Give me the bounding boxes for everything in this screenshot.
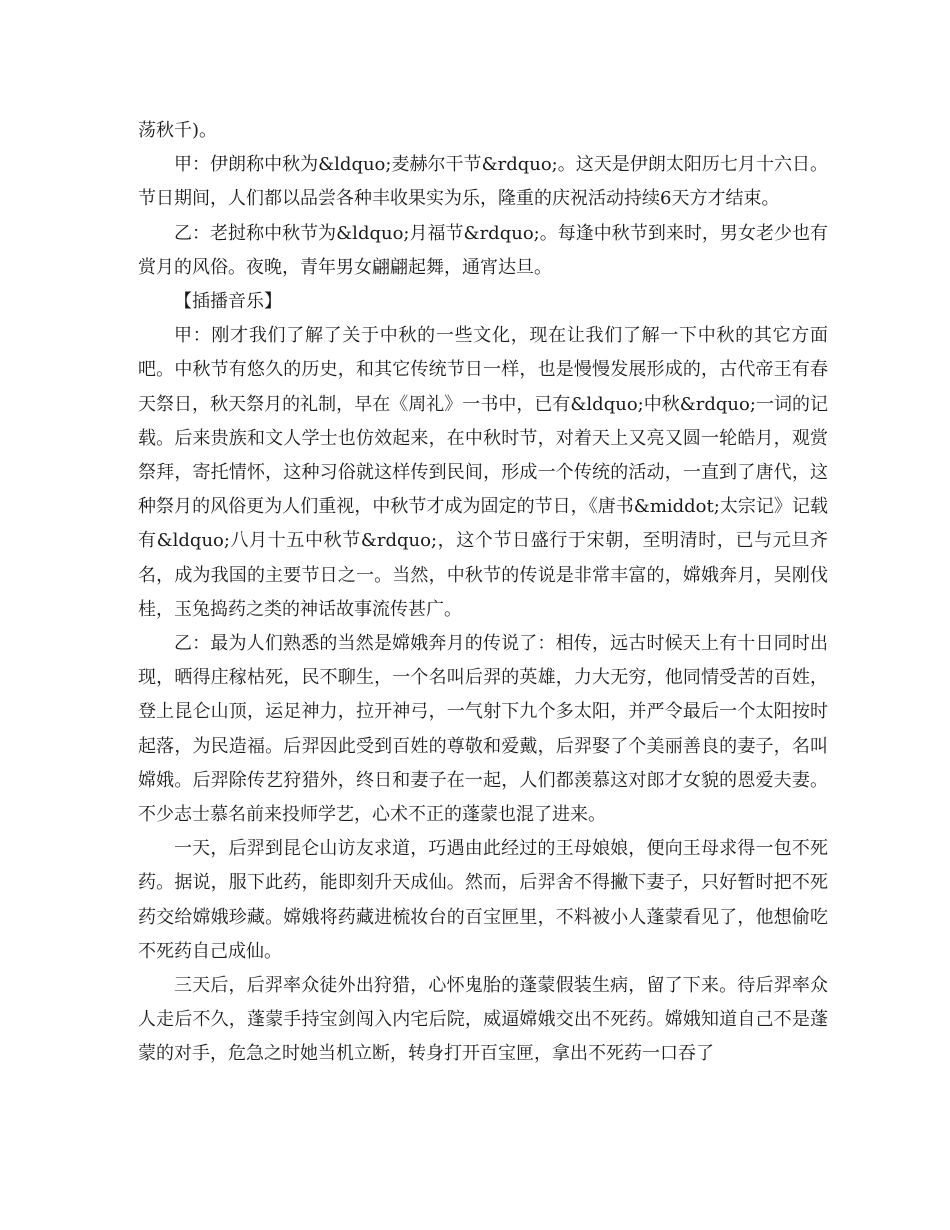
paragraph-three-days: 三天后，后羿率众徒外出狩猎，心怀鬼胎的蓬蒙假装生病，留了下来。待后羿率众人走后不久，蓬蒙手持宝剑闯入内宅后院，威逼嫦娥交出不死药。嫦娥知道自己不是蓬蒙的对手，危急之时她当机立断，转身打开百宝匣，拿出不死药一口吞了 (138, 975, 828, 1065)
paragraph-history: 甲：刚才我们了解了关于中秋的一些文化，现在让我们了解一下中秋的其它方面吧。中秋节有悠久的历史，和其它传统节日一样，也是慢慢发展形成的，古代帝王有春天祭日，秋天祭月的礼制，早在《周礼》一书中，已有&ldquo;中秋&rdquo;一词的记载。后来贵族和文人学士也仿效起来，在中秋时节，对着天上又亮又圆一轮皓月，观赏祭拜，寄托情怀，这种习俗就这样传到民间，形成一个传统的活动，一直到了唐代，这种祭月的风俗更为人们重视，中秋节才成为固定的节日，《唐书&middot;太宗记》记载有&ldquo;八月十五中秋节&rdquo;，这个节日盛行于宋朝，至明清时，已与元旦齐名，成为我国的主要节日之一。当然，中秋节的传说是非常丰富的，嫦娥奔月，吴刚伐桂，玉兔捣药之类的神话故事流传甚广。 (138, 325, 828, 620)
paragraph-iran: 甲：伊朗称中秋为&ldquo;麦赫尔干节&rdquo;。这天是伊朗太阳历七月十六日。节日期间，人们都以品尝各种丰收果实为乐，隆重的庆祝活动持续6天方才结束。 (138, 154, 828, 210)
paragraph-continuation: 荡秋千)。 (138, 120, 218, 141)
body-text (138, 114, 828, 1072)
paragraph-legend: 乙：最为人们熟悉的当然是嫦娥奔月的传说了：相传，远古时候天上有十日同时出现，晒得庄稼枯死，民不聊生，一个名叫后羿的英雄，力大无穷，他同情受苦的百姓，登上昆仑山顶，运足神力，拉开神弓，一气射下九个多太阳，并严令最后一个太阳按时起落，为民造福。后羿因此受到百姓的尊敬和爱戴，后羿娶了个美丽善良的妻子，名叫嫦娥。后羿除传艺狩猎外，终日和妻子在一起，人们都羡慕这对郎才女貌的恩爱夫妻。不少志士慕名前来投师学艺，心术不正的蓬蒙也混了进来。 (138, 633, 828, 826)
paragraph-laos: 乙：老挝称中秋节为&ldquo;月福节&rdquo;。每逢中秋节到来时，男女老少也有赏月的风俗。夜晚，青年男女翩翩起舞，通宵达旦。 (138, 222, 828, 278)
paragraph-elixir: 一天，后羿到昆仑山访友求道，巧遇由此经过的王母娘娘，便向王母求得一包不死药。据说，服下此药，能即刻升天成仙。然而，后羿舍不得撇下妻子，只好暂时把不死药交给嫦娥珍藏。嫦娥将药藏进梳妆台的百宝匣里，不料被小人蓬蒙看见了，他想偷吃不死药自己成仙。 (138, 838, 828, 962)
music-insert-heading: 【插播音乐】 (174, 291, 282, 313)
